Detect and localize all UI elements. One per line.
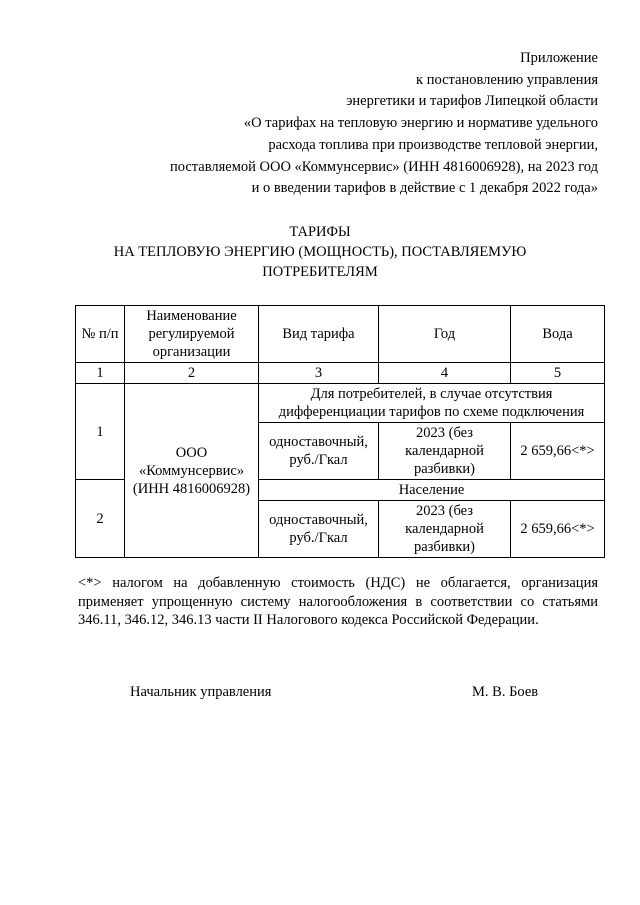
column-number: 5: [511, 363, 605, 384]
tariff-year: 2023 (без календарной разбивки): [379, 501, 511, 558]
row-number: 2: [76, 480, 125, 558]
consumer-group: Население: [259, 480, 605, 501]
header-cell: Вид тарифа: [259, 306, 379, 363]
appendix-line: и о введении тарифов в действие с 1 декабря 2022 года»: [251, 180, 598, 197]
appendix-line: «О тарифах на тепловую энергию и нормативе удельного: [243, 115, 598, 132]
column-number: 4: [379, 363, 511, 384]
column-number: 1: [76, 363, 125, 384]
tariff-value: 2 659,66<*>: [511, 423, 605, 480]
consumer-group: Для потребителей, в случае отсутствия дифференциации тарифов по схеме подключения: [259, 384, 605, 423]
appendix-line: к постановлению управления: [416, 71, 598, 88]
header-cell: Вода: [511, 306, 605, 363]
organization-name: ООО «Коммунсервис» (ИНН 4816006928): [125, 384, 259, 558]
title-line: НА ТЕПЛОВУЮ ЭНЕРГИЮ (МОЩНОСТЬ), ПОСТАВЛЯЕМУЮ: [113, 244, 527, 260]
tariff-type: одноставочный, руб./Гкал: [259, 423, 379, 480]
tariff-table: [75, 305, 605, 558]
signatory-position: Начальник управления: [130, 684, 272, 700]
header-cell: Год: [379, 306, 511, 363]
tariff-value: 2 659,66<*>: [511, 501, 605, 558]
appendix-line: расхода топлива при производстве тепловой энергии,: [268, 136, 598, 153]
row-number: 1: [76, 384, 125, 480]
table-row: [76, 384, 605, 423]
appendix-line: энергетики и тарифов Липецкой области: [346, 93, 598, 110]
column-number: 2: [125, 363, 259, 384]
table-header-row: [76, 306, 605, 363]
tariff-year: 2023 (без календарной разбивки): [379, 423, 511, 480]
column-number: 3: [259, 363, 379, 384]
tariff-type: одноставочный, руб./Гкал: [259, 501, 379, 558]
column-number-row: [76, 363, 605, 384]
appendix-header: [78, 48, 598, 200]
document-title: [0, 222, 640, 282]
signatory-name: М. В. Боев: [472, 684, 539, 700]
title-line: ПОТРЕБИТЕЛЯМ: [262, 264, 378, 280]
tax-footnote: <*> налогом на добавленную стоимость (НДС) не облагается, организация применяет упрощенную систему налогообложения в соответствии со статьями 346.11, 346.12, 346.13 части II Налогового кодекса Российской Федерации.: [78, 575, 598, 628]
appendix-line: Приложение: [520, 50, 598, 66]
header-cell: Наименование регулируемой организации: [125, 306, 259, 363]
appendix-line: поставляемой ООО «Коммунсервис» (ИНН 4816006928), на 2023 год: [169, 158, 598, 175]
header-cell: № п/п: [76, 306, 125, 363]
title-line: ТАРИФЫ: [289, 224, 351, 240]
